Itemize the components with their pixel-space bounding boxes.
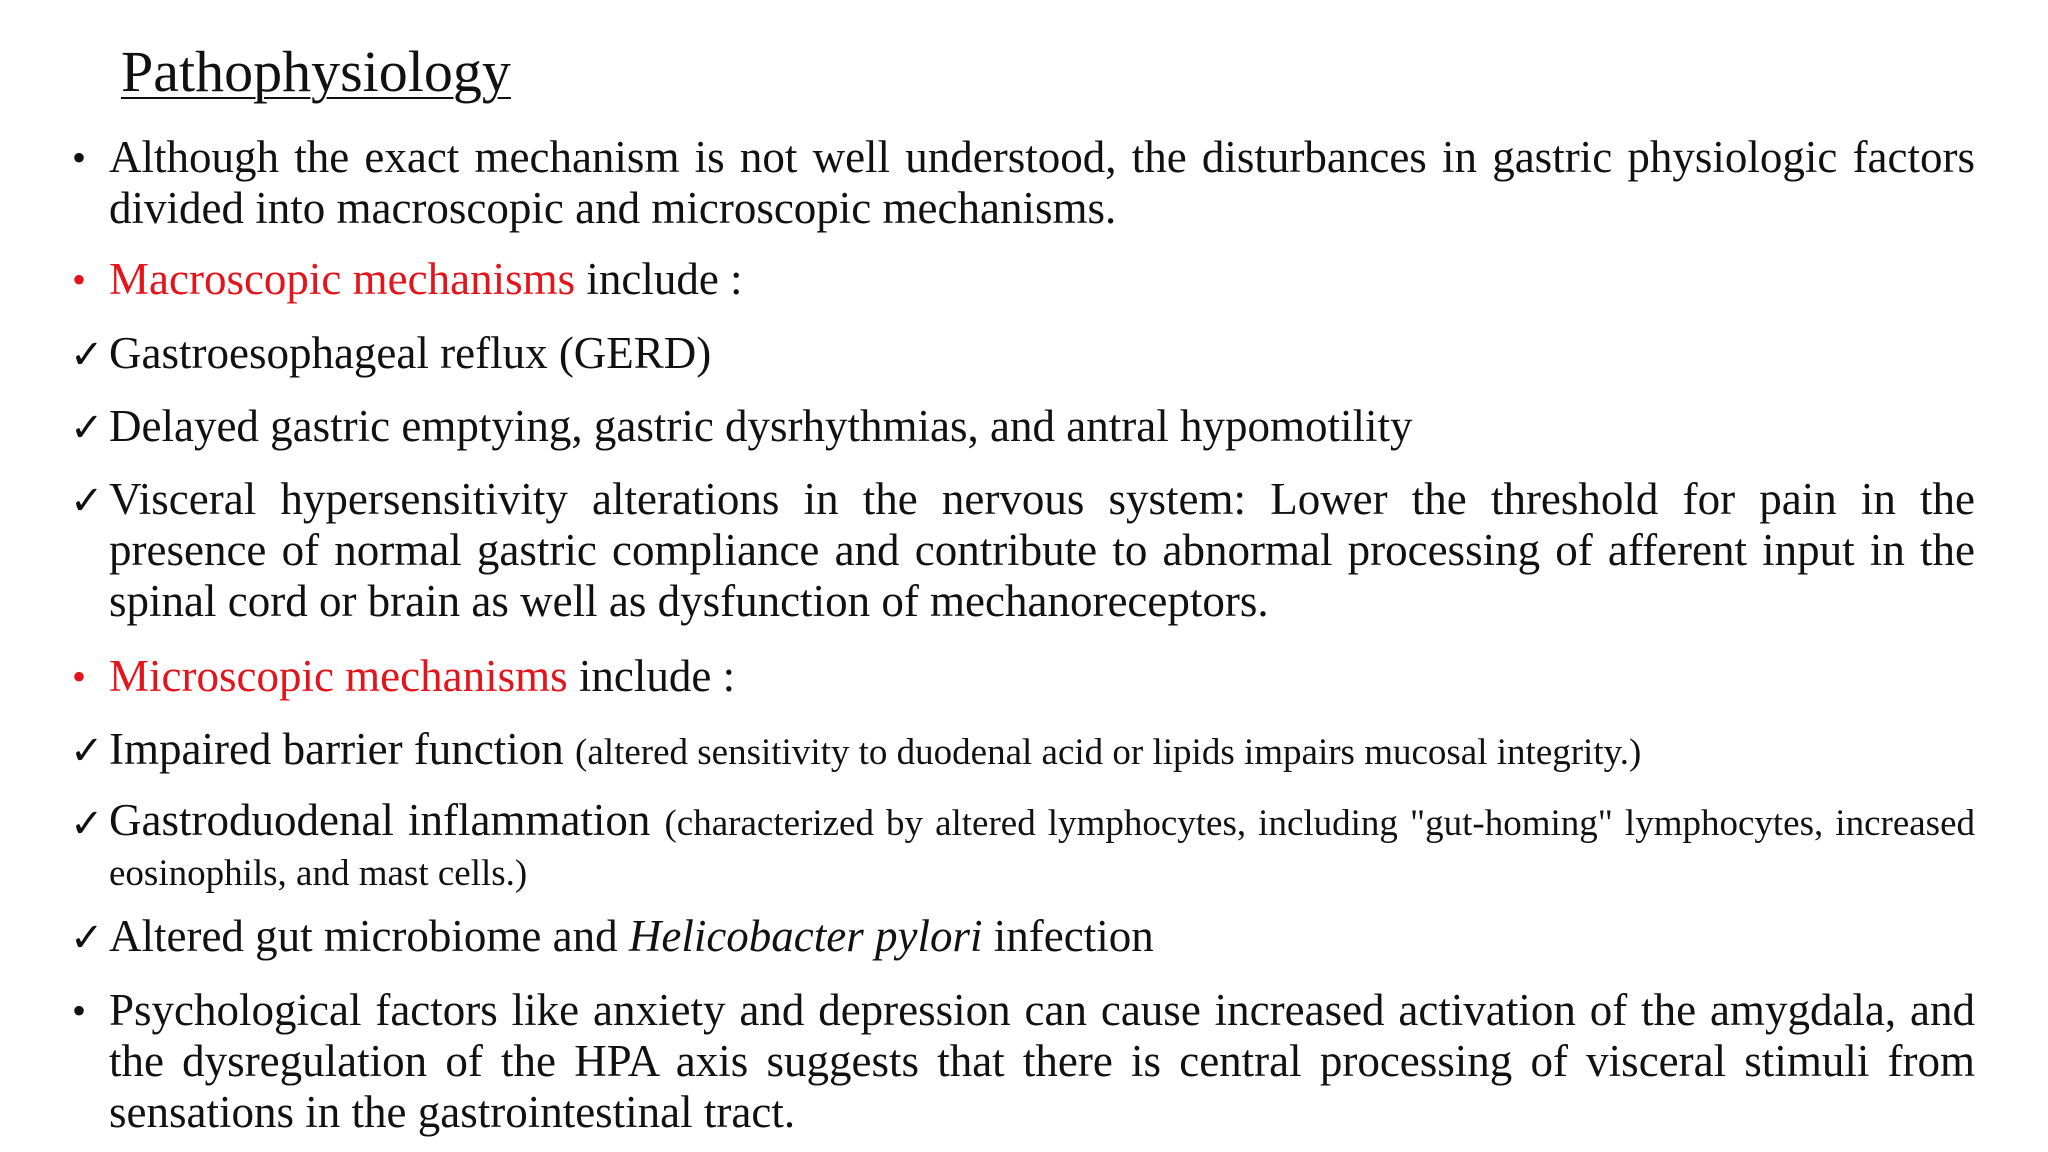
- bullet-text: Although the exact mechanism is not well understood, the disturbances in gastric physiologic factors divided into macroscopic and microscopic mechanisms.: [109, 132, 1975, 233]
- bullet-item-overview: [70, 132, 1975, 234]
- check-text: [109, 797, 1975, 897]
- bullet-icon: •: [72, 988, 87, 1033]
- check-item-microbiome: [70, 911, 1975, 962]
- bullet-text: [109, 651, 1975, 702]
- check-item-inflammation: [70, 797, 1975, 897]
- microbiome-italic: Helicobacter pylori: [628, 911, 983, 961]
- checkmark-icon: ✓: [70, 915, 104, 961]
- check-text: [109, 911, 1975, 962]
- microscopic-rest: include :: [567, 651, 736, 701]
- inflammation-note: (characterized by altered lymphocytes, including "gut-homing" lymphocytes, increased eosinophils, and mast cells.): [109, 803, 1975, 894]
- checkmark-icon: ✓: [70, 478, 104, 524]
- check-text: Visceral hypersensitivity alterations in the nervous system: Lower the threshold for pain in the presence of normal gastric compliance and contribute to abnormal processing of afferent input in the spinal cord or brain as well as dysfunction of mechanoreceptors.: [109, 474, 1975, 626]
- bullet-item-macroscopic-heading: [70, 254, 1975, 305]
- bullet-icon: •: [72, 654, 87, 699]
- check-item-visceral-hypersensitivity: [70, 474, 1975, 627]
- checkmark-icon: ✓: [70, 332, 104, 378]
- check-item-barrier-function: [70, 724, 1975, 778]
- bullet-text: [109, 254, 1975, 305]
- bullet-item-microscopic-heading: [70, 651, 1975, 702]
- barrier-main: Impaired barrier function: [109, 724, 576, 774]
- microbiome-after: infection: [982, 911, 1154, 961]
- slide-title: Pathophysiology: [121, 39, 511, 104]
- microscopic-highlight: Microscopic mechanisms: [109, 651, 568, 701]
- check-item-gerd: [70, 328, 1975, 379]
- check-text: Delayed gastric emptying, gastric dysrhythmias, and antral hypomotility: [109, 401, 1413, 451]
- checkmark-icon: ✓: [70, 405, 104, 451]
- check-text: [109, 724, 1975, 778]
- microbiome-before: Altered gut microbiome and: [109, 911, 629, 961]
- check-text: Gastroesophageal reflux (GERD): [109, 328, 712, 378]
- checkmark-icon: ✓: [70, 728, 104, 774]
- bullet-icon: •: [72, 135, 87, 180]
- checkmark-icon: ✓: [70, 801, 104, 847]
- bullet-text: Psychological factors like anxiety and depression can cause increased activation of the amygdala, and the dysregulation of the HPA axis suggests that there is central processing of visceral stimuli from sensations in the gastrointestinal tract.: [109, 985, 1975, 1137]
- macroscopic-rest: include :: [575, 254, 743, 304]
- check-item-gastric-emptying: [70, 401, 1975, 452]
- inflammation-main: Gastroduodenal inflammation: [109, 795, 665, 845]
- bullet-item-psychological: [70, 985, 1975, 1138]
- bullet-icon: •: [72, 257, 87, 302]
- macroscopic-highlight: Macroscopic mechanisms: [109, 254, 576, 304]
- barrier-note: (altered sensitivity to duodenal acid or lipids impairs mucosal integrity.): [575, 732, 1642, 773]
